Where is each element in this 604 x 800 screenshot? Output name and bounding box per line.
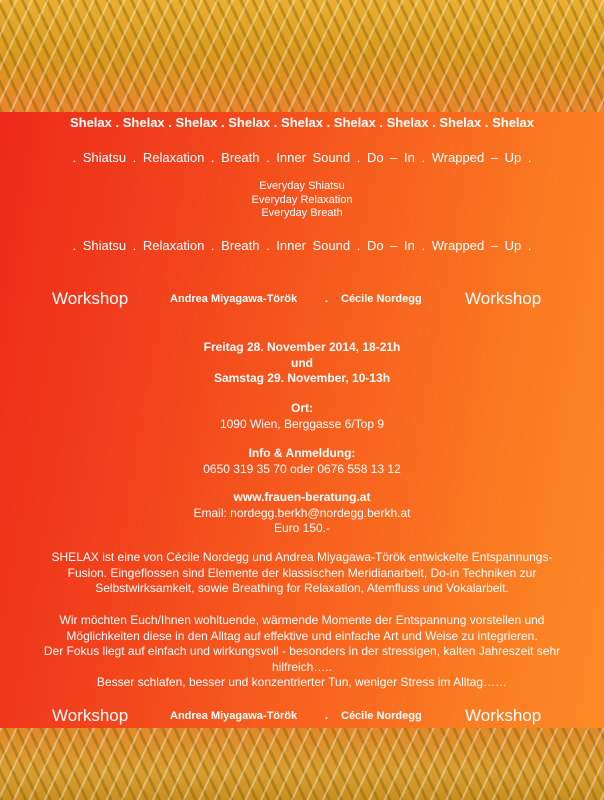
description-line: hilfreich….. bbox=[271, 659, 333, 674]
date-connector: und bbox=[291, 355, 313, 370]
description-line: Der Fokus liegt auf einfach und wirkungsvoll - besonders in der stressigen, kalten Jahreszeit sehr bbox=[43, 644, 561, 658]
dates-block bbox=[0, 340, 604, 387]
presenter-andrea: Andrea Miyagawa-Török bbox=[170, 293, 298, 305]
contact-block bbox=[0, 490, 604, 537]
workshop-label-left: Workshop bbox=[52, 706, 129, 725]
date-friday: Freitag 28. November 2014, 18-21h bbox=[203, 340, 401, 354]
description-paragraph-1 bbox=[20, 550, 584, 597]
location-block bbox=[0, 401, 604, 432]
workshop-label-right: Workshop bbox=[465, 706, 542, 725]
date-saturday: Samstag 29. November, 10-13h bbox=[213, 371, 391, 385]
presenter-cecile: Cécile Nordegg bbox=[341, 710, 422, 722]
workshop-row-bottom bbox=[0, 706, 604, 730]
banner-word: Shelax bbox=[122, 115, 165, 130]
shelax-banner: Shelax . Shelax . Shelax . Shelax . Shelax . Shelax . Shelax . Shelax . Shelax bbox=[69, 115, 535, 130]
glitter-header-image bbox=[0, 0, 604, 112]
location-address: 1090 Wien, Berggasse 6/Top 9 bbox=[219, 416, 385, 431]
presenter-andrea: Andrea Miyagawa-Török bbox=[170, 710, 298, 722]
email-line[interactable]: Email: nordegg.berkh@nordegg.berkh.at bbox=[193, 505, 411, 520]
price: Euro 150.- bbox=[273, 521, 331, 535]
description-line: SHELAX ist eine von Cécile Nordegg und Andrea Miyagawa-Török entwickelte Entspannungs- bbox=[51, 550, 553, 564]
disciplines-line-bottom: . Shiatsu . Relaxation . Breath . Inner Sound . Do – In . Wrapped – Up . bbox=[72, 238, 532, 253]
description-line: Besser schlafen, besser und konzentrierter Tun, weniger Stress im Alltag…… bbox=[96, 675, 508, 689]
description-line: Selbstwirksamkeit, sowie Breathing for Relaxation, Atemfluss und Vokalarbeit. bbox=[95, 581, 509, 595]
everyday-relaxation: Everyday Relaxation bbox=[251, 193, 353, 206]
info-phones: 0650 319 35 70 oder 0676 558 13 12 bbox=[203, 461, 401, 476]
everyday-breath: Everyday Breath bbox=[261, 207, 343, 219]
description-paragraph-2 bbox=[20, 613, 584, 691]
website-link[interactable]: www.frauen-beratung.at bbox=[233, 490, 371, 504]
everyday-list bbox=[0, 180, 604, 221]
disciplines-line-top: . Shiatsu . Relaxation . Breath . Inner Sound . Do – In . Wrapped – Up . bbox=[72, 150, 532, 165]
glitter-footer-image bbox=[0, 728, 604, 800]
banner-word: Shelax bbox=[386, 115, 429, 130]
description-line: Wir möchten Euch/Ihnen wohltuende, wärmende Momente der Entspannung vorstellen und bbox=[59, 613, 545, 627]
description-line: Möglichkeiten diese in den Alltag auf effektive und einfache Art und Weise zu integrieren. bbox=[66, 628, 538, 643]
banner-word: Shelax bbox=[69, 115, 112, 130]
workshop-row-top bbox=[0, 289, 604, 313]
description-line: Fusion. Eingeflossen sind Elemente der klassischen Meridianarbeit, Do-in Techniken zur bbox=[67, 565, 537, 580]
workshop-label-right: Workshop bbox=[465, 289, 542, 308]
banner-word: Shelax bbox=[492, 115, 535, 130]
presenter-cecile: Cécile Nordegg bbox=[341, 293, 422, 305]
banner-word: Shelax bbox=[228, 115, 271, 130]
workshop-label-left: Workshop bbox=[52, 289, 129, 308]
presenter-separator: . bbox=[325, 710, 329, 722]
banner-word: Shelax bbox=[175, 115, 218, 130]
banner-word: Shelax bbox=[281, 115, 323, 130]
info-block bbox=[0, 446, 604, 477]
banner-word: Shelax bbox=[333, 115, 376, 130]
presenter-separator: . bbox=[325, 293, 329, 305]
location-label: Ort: bbox=[291, 401, 313, 415]
everyday-shiatsu: Everyday Shiatsu bbox=[259, 180, 345, 192]
info-label: Info & Anmeldung: bbox=[248, 446, 356, 460]
banner-word: Shelax bbox=[439, 115, 482, 130]
